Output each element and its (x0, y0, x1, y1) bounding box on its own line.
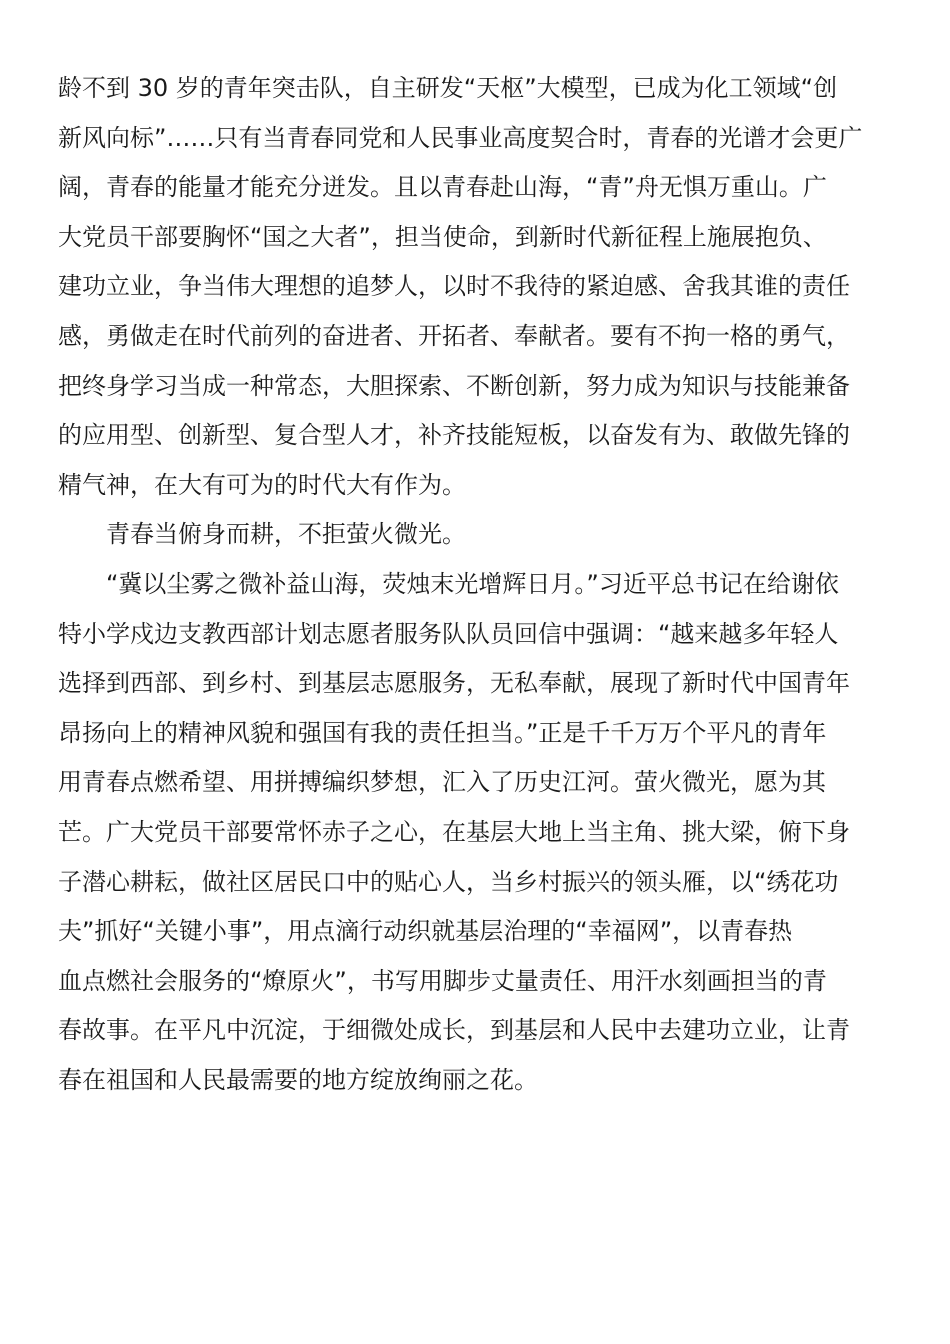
text-line: “冀以尘雾之微补益山海，荧烛末光增辉日月。”习近平总书记在给谢依 (106, 569, 839, 598)
text-line: 建功立业，争当伟大理想的追梦人，以时不我待的紧迫感、舍我其谁的责任 (58, 272, 850, 301)
text-line: 芒。广大党员干部要常怀赤子之心，在基层大地上当主角、挑大梁，俯下身 (58, 817, 850, 846)
text-line: 新风向标”……只有当青春同党和人民事业高度契合时，青春的光谱才会更广 (58, 123, 863, 152)
text-line: 特小学戍边支教西部计划志愿者服务队队员回信中强调：“越来越多年轻人 (58, 619, 839, 648)
paragraph-2 (58, 560, 894, 1106)
text-line: 选择到西部、到乡村、到基层志愿服务，无私奉献，展现了新时代中国青年 (58, 669, 850, 698)
text-line: 龄不到 30 岁的青年突击队，自主研发“天枢”大模型，已成为化工领域“创 (58, 74, 838, 102)
text-line: 子潜心耕耘，做社区居民口中的贴心人，当乡村振兴的领头雁，以“绣花功 (58, 867, 839, 896)
text-line: 大党员干部要胸怀“国之大者”，担当使命，到新时代新征程上施展抱负、 (58, 222, 827, 251)
text-line: 感，勇做走在时代前列的奋进者、开拓者、奉献者。要有不拘一格的勇气， (58, 321, 850, 350)
text-line: 春在祖国和人民最需要的地方绽放绚丽之花。 (58, 1065, 538, 1094)
text-line: 把终身学习当成一种常态，大胆探索、不断创新，努力成为知识与技能兼备 (58, 371, 850, 400)
text-line: 用青春点燃希望、用拼搏编织梦想，汇入了历史江河。萤火微光，愿为其 (58, 768, 826, 797)
text-line: 昂扬向上的精神风貌和强国有我的责任担当。”正是千千万万个平凡的青年 (58, 718, 827, 747)
text-line: 的应用型、创新型、复合型人才，补齐技能短板，以奋发有为、敢做先锋的 (58, 421, 850, 450)
text-line: 夫”抓好“关键小事”，用点滴行动织就基层治理的“幸福网”，以青春热 (58, 917, 793, 946)
section-heading: 青春当俯身而耕，不拒萤火微光。 (106, 520, 466, 549)
text-line: 精气神，在大有可为的时代大有作为。 (58, 470, 466, 499)
text-line: 血点燃社会服务的“燎原火”，书写用脚步丈量责任、用汗水刻画担当的青 (58, 966, 827, 995)
document-page (58, 64, 894, 1105)
paragraph-1 (58, 64, 894, 510)
text-line: 春故事。在平凡中沉淀，于细微处成长，到基层和人民中去建功立业，让青 (58, 1016, 850, 1045)
text-line: 阔，青春的能量才能充分迸发。且以青春赴山海，“青”舟无惧万重山。广 (58, 173, 827, 202)
